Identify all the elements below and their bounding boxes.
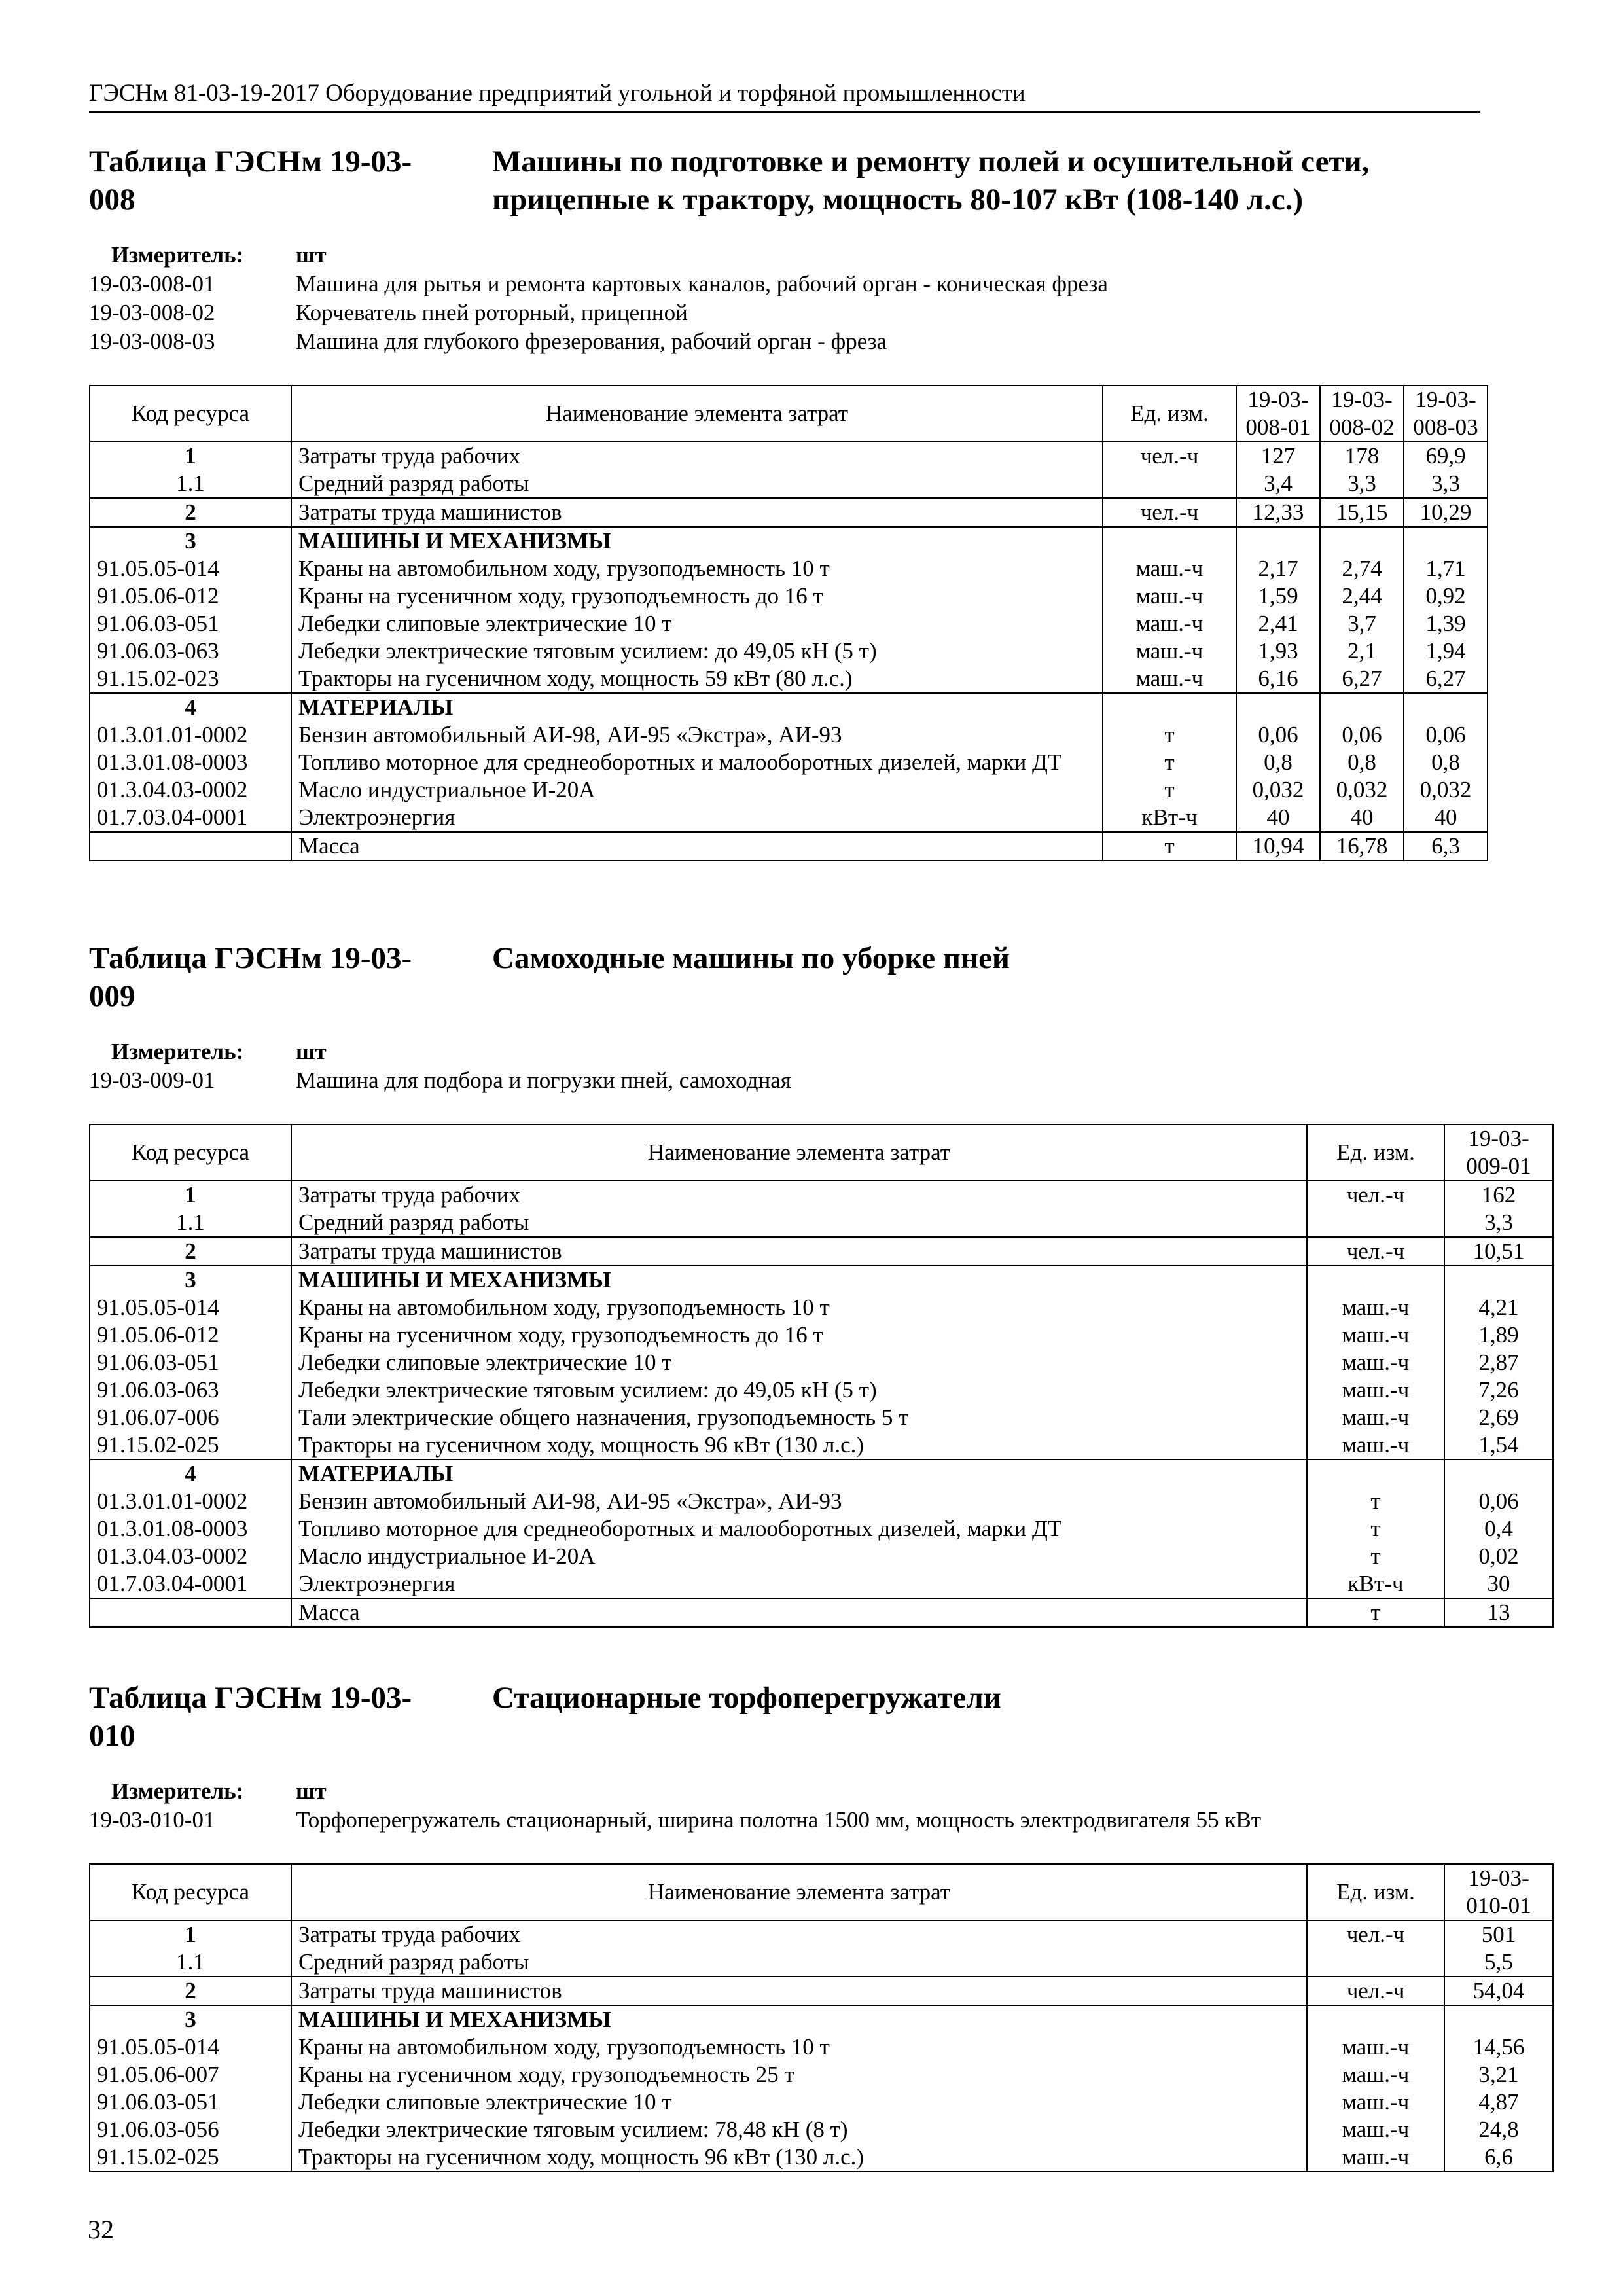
cell-code: 91.15.02-025 <box>90 2144 291 2172</box>
table-row <box>90 1570 1553 1598</box>
header-code: Код ресурса <box>90 1864 291 1920</box>
cell-value <box>1320 693 1404 721</box>
cell-code: 91.06.03-056 <box>90 2116 291 2144</box>
table-row <box>90 2061 1553 2089</box>
cell-code <box>90 832 291 861</box>
cell-name: Электроэнергия <box>291 804 1103 832</box>
table-row <box>90 1543 1553 1570</box>
header-code: Код ресурса <box>90 386 291 442</box>
section-title <box>89 1679 1487 1770</box>
cell-value: 40 <box>1404 804 1488 832</box>
cell-name: Лебедки электрические тяговым усилием: 78,48 кН (8 т) <box>291 2116 1307 2144</box>
cell-value: 178 <box>1320 442 1404 470</box>
table-row <box>90 776 1488 804</box>
cell-value: 16,78 <box>1320 832 1404 861</box>
cell-unit: маш.-ч <box>1307 2089 1444 2116</box>
meter-label: Измеритель: <box>111 1039 244 1064</box>
table-row <box>90 637 1488 665</box>
table-row <box>90 555 1488 583</box>
cell-name: Средний разряд работы <box>291 1209 1307 1237</box>
header-value: 19-03-010-01 <box>1444 1864 1553 1920</box>
cell-value: 40 <box>1236 804 1320 832</box>
cell-value: 30 <box>1444 1570 1553 1598</box>
cell-name: Краны на автомобильном ходу, грузоподъемность 10 т <box>291 1294 1307 1321</box>
cell-value: 2,41 <box>1236 610 1320 637</box>
meter-block <box>89 241 1487 356</box>
cell-name: Краны на гусеничном ходу, грузоподъемность 25 т <box>291 2061 1307 2089</box>
cell-unit: кВт-ч <box>1307 1570 1444 1598</box>
table-row <box>90 665 1488 693</box>
cell-value: 501 <box>1444 1920 1553 1948</box>
section-19-03-008 <box>89 143 1487 861</box>
table-number: Таблица ГЭСНм 19-03-009 <box>89 941 412 1013</box>
cell-unit: маш.-ч <box>1307 2061 1444 2089</box>
cell-name: Масло индустриальное И-20А <box>291 1543 1307 1570</box>
table-number: Таблица ГЭСНм 19-03-008 <box>89 145 412 217</box>
table-body <box>90 442 1488 861</box>
cell-unit <box>1307 1460 1444 1488</box>
table-row <box>90 1598 1553 1627</box>
cell-unit <box>1103 470 1236 498</box>
cell-unit: маш.-ч <box>1103 555 1236 583</box>
cell-value: 0,92 <box>1404 583 1488 610</box>
cell-name: Бензин автомобильный АИ-98, АИ-95 «Экстра», АИ-93 <box>291 1488 1307 1515</box>
cell-unit: т <box>1307 1515 1444 1543</box>
cell-value: 2,74 <box>1320 555 1404 583</box>
cell-code: 3 <box>90 2005 291 2034</box>
cell-unit: т <box>1307 1543 1444 1570</box>
cell-value <box>1404 527 1488 555</box>
header-name: Наименование элемента затрат <box>291 386 1103 442</box>
table-row <box>90 832 1488 861</box>
header-value: 19-03-009-01 <box>1444 1124 1553 1181</box>
cell-value: 4,21 <box>1444 1294 1553 1321</box>
cell-value: 5,5 <box>1444 1948 1553 1977</box>
cell-unit: чел.-ч <box>1103 442 1236 470</box>
cell-value: 7,26 <box>1444 1376 1553 1404</box>
table-title: Машины по подготовке и ремонту полей и осушительной сети, прицепные к трактору, мощность 80-107 кВт (108-140 л.с.) <box>492 145 1370 217</box>
header-code: Код ресурса <box>90 1124 291 1181</box>
cell-value: 2,17 <box>1236 555 1320 583</box>
cell-value: 3,21 <box>1444 2061 1553 2089</box>
cell-name: Масло индустриальное И-20А <box>291 776 1103 804</box>
cell-name: Электроэнергия <box>291 1570 1307 1598</box>
cell-value: 0,8 <box>1236 749 1320 776</box>
item-code: 19-03-009-01 <box>89 1067 215 1093</box>
cell-code: 01.3.04.03-0002 <box>90 1543 291 1570</box>
cell-code: 1.1 <box>90 1209 291 1237</box>
table-row <box>90 527 1488 555</box>
cell-code: 91.06.03-063 <box>90 1376 291 1404</box>
cell-code: 91.15.02-023 <box>90 665 291 693</box>
cell-code: 01.3.04.03-0002 <box>90 776 291 804</box>
cell-unit: маш.-ч <box>1103 665 1236 693</box>
cell-value <box>1444 1266 1553 1294</box>
table-row <box>90 1515 1553 1543</box>
table-row <box>90 1460 1553 1488</box>
table-row <box>90 2116 1553 2144</box>
header-name: Наименование элемента затрат <box>291 1864 1307 1920</box>
cell-unit: т <box>1103 776 1236 804</box>
table-row <box>90 2144 1553 2172</box>
cell-name: МАТЕРИАЛЫ <box>291 693 1103 721</box>
cell-value: 0,032 <box>1236 776 1320 804</box>
cell-value: 10,51 <box>1444 1237 1553 1266</box>
cell-unit <box>1307 1948 1444 1977</box>
cell-code: 91.06.07-006 <box>90 1404 291 1431</box>
cell-unit: маш.-ч <box>1307 1294 1444 1321</box>
cell-name: Краны на гусеничном ходу, грузоподъемность до 16 т <box>291 1321 1307 1349</box>
cell-code: 91.05.05-014 <box>90 555 291 583</box>
cell-value: 162 <box>1444 1181 1553 1209</box>
cell-value: 0,032 <box>1320 776 1404 804</box>
table-row <box>90 2034 1553 2061</box>
cell-code: 3 <box>90 527 291 555</box>
cell-value: 54,04 <box>1444 1977 1553 2005</box>
item-code: 19-03-008-01 <box>89 271 215 296</box>
cell-value: 6,27 <box>1404 665 1488 693</box>
header-value: 19-03-008-01 <box>1236 386 1320 442</box>
cell-value: 0,06 <box>1404 721 1488 749</box>
resource-table <box>89 385 1488 861</box>
cell-name: Лебедки слиповые электрические 10 т <box>291 2089 1307 2116</box>
cell-code: 91.05.06-007 <box>90 2061 291 2089</box>
cell-code: 01.7.03.04-0001 <box>90 1570 291 1598</box>
table-row <box>90 1977 1553 2005</box>
cell-code: 1.1 <box>90 1948 291 1977</box>
header-unit: Ед. изм. <box>1307 1124 1444 1181</box>
table-row <box>90 1349 1553 1376</box>
page-header: ГЭСНм 81-03-19-2017 Оборудование предприятий угольной и торфяной промышленности <box>89 79 1480 113</box>
cell-value: 0,4 <box>1444 1515 1553 1543</box>
cell-name: Тракторы на гусеничном ходу, мощность 96 кВт (130 л.с.) <box>291 2144 1307 2172</box>
table-row <box>90 442 1488 470</box>
meter-block <box>89 1037 1487 1095</box>
header-unit: Ед. изм. <box>1103 386 1236 442</box>
item-code: 19-03-010-01 <box>89 1807 215 1833</box>
cell-value <box>1444 1460 1553 1488</box>
cell-value: 0,032 <box>1404 776 1488 804</box>
cell-code: 1 <box>90 1920 291 1948</box>
table-row <box>90 1404 1553 1431</box>
table-header-row <box>90 1864 1553 1920</box>
cell-value: 0,02 <box>1444 1543 1553 1570</box>
cell-value: 1,93 <box>1236 637 1320 665</box>
cell-code: 1.1 <box>90 470 291 498</box>
cell-value: 3,3 <box>1320 470 1404 498</box>
section-19-03-010 <box>89 1679 1531 2172</box>
cell-value: 0,8 <box>1404 749 1488 776</box>
cell-code: 91.05.06-012 <box>90 583 291 610</box>
cell-value: 15,15 <box>1320 498 1404 527</box>
table-row <box>90 749 1488 776</box>
cell-name: Масса <box>291 832 1103 861</box>
cell-code: 2 <box>90 498 291 527</box>
cell-unit: т <box>1307 1598 1444 1627</box>
cell-name: МАШИНЫ И МЕХАНИЗМЫ <box>291 527 1103 555</box>
table-row <box>90 804 1488 832</box>
cell-name: Затраты труда рабочих <box>291 442 1103 470</box>
item-text: Машина для подбора и погрузки пней, самоходная <box>296 1067 791 1093</box>
table-number: Таблица ГЭСНм 19-03-010 <box>89 1681 412 1753</box>
cell-unit <box>1307 1209 1444 1237</box>
cell-unit: маш.-ч <box>1307 2034 1444 2061</box>
table-body <box>90 1181 1553 1627</box>
cell-code: 91.06.03-051 <box>90 610 291 637</box>
table-body <box>90 1920 1553 2172</box>
cell-code: 91.06.03-051 <box>90 1349 291 1376</box>
cell-code: 01.3.01.08-0003 <box>90 749 291 776</box>
cell-code: 01.3.01.08-0003 <box>90 1515 291 1543</box>
cell-value: 2,87 <box>1444 1349 1553 1376</box>
cell-name: Масса <box>291 1598 1307 1627</box>
cell-code: 91.05.05-014 <box>90 2034 291 2061</box>
cell-value: 6,27 <box>1320 665 1404 693</box>
table-title: Самоходные машины по уборке пней <box>492 941 1010 975</box>
cell-name: Затраты труда рабочих <box>291 1181 1307 1209</box>
cell-value: 14,56 <box>1444 2034 1553 2061</box>
cell-unit: маш.-ч <box>1103 637 1236 665</box>
cell-code: 2 <box>90 1977 291 2005</box>
cell-unit: маш.-ч <box>1307 1321 1444 1349</box>
table-row <box>90 498 1488 527</box>
cell-unit: чел.-ч <box>1307 1920 1444 1948</box>
table-row <box>90 2005 1553 2034</box>
meter-unit: шт <box>296 242 327 268</box>
section-title <box>89 143 1487 234</box>
cell-value <box>1444 2005 1553 2034</box>
table-row <box>90 2089 1553 2116</box>
cell-value: 1,89 <box>1444 1321 1553 1349</box>
cell-unit <box>1103 693 1236 721</box>
table-row <box>90 1376 1553 1404</box>
cell-value <box>1236 693 1320 721</box>
cell-value: 12,33 <box>1236 498 1320 527</box>
table-row <box>90 1948 1553 1977</box>
cell-code: 01.3.01.01-0002 <box>90 1488 291 1515</box>
cell-value <box>1404 693 1488 721</box>
table-row <box>90 721 1488 749</box>
cell-value: 6,16 <box>1236 665 1320 693</box>
item-code: 19-03-008-02 <box>89 300 215 325</box>
resource-table <box>89 1124 1554 1628</box>
cell-value: 0,06 <box>1444 1488 1553 1515</box>
cell-value <box>1236 527 1320 555</box>
cell-unit: т <box>1103 832 1236 861</box>
cell-unit: т <box>1103 749 1236 776</box>
cell-unit: чел.-ч <box>1307 1237 1444 1266</box>
page-number: 32 <box>88 2215 114 2244</box>
cell-code: 2 <box>90 1237 291 1266</box>
cell-value <box>1320 527 1404 555</box>
cell-name: Бензин автомобильный АИ-98, АИ-95 «Экстра», АИ-93 <box>291 721 1103 749</box>
cell-value: 6,3 <box>1404 832 1488 861</box>
item-code: 19-03-008-03 <box>89 329 215 354</box>
cell-value: 0,8 <box>1320 749 1404 776</box>
cell-value: 24,8 <box>1444 2116 1553 2144</box>
meter-unit: шт <box>296 1778 327 1804</box>
table-row <box>90 1431 1553 1460</box>
cell-unit: кВт-ч <box>1103 804 1236 832</box>
cell-name: Затраты труда рабочих <box>291 1920 1307 1948</box>
table-row <box>90 1209 1553 1237</box>
cell-unit: маш.-ч <box>1307 2144 1444 2172</box>
header-value: 19-03-008-03 <box>1404 386 1488 442</box>
resource-table <box>89 1863 1554 2172</box>
table-row <box>90 1181 1553 1209</box>
cell-value: 1,94 <box>1404 637 1488 665</box>
cell-code <box>90 1598 291 1627</box>
cell-value: 3,3 <box>1404 470 1488 498</box>
cell-name: Топливо моторное для среднеоборотных и малооборотных дизелей, марки ДТ <box>291 749 1103 776</box>
cell-unit: чел.-ч <box>1103 498 1236 527</box>
table-row <box>90 1920 1553 1948</box>
cell-code: 01.7.03.04-0001 <box>90 804 291 832</box>
cell-code: 01.3.01.01-0002 <box>90 721 291 749</box>
cell-name: Лебедки электрические тяговым усилием: до 49,05 кН (5 т) <box>291 1376 1307 1404</box>
cell-code: 4 <box>90 693 291 721</box>
cell-value: 4,87 <box>1444 2089 1553 2116</box>
cell-name: Тракторы на гусеничном ходу, мощность 96 кВт (130 л.с.) <box>291 1431 1307 1460</box>
cell-unit: т <box>1103 721 1236 749</box>
cell-unit <box>1307 1266 1444 1294</box>
cell-value: 3,7 <box>1320 610 1404 637</box>
cell-value: 0,06 <box>1236 721 1320 749</box>
cell-name: Лебедки слиповые электрические 10 т <box>291 610 1103 637</box>
cell-value: 2,44 <box>1320 583 1404 610</box>
table-row <box>90 1321 1553 1349</box>
cell-unit: маш.-ч <box>1103 583 1236 610</box>
cell-name: Краны на автомобильном ходу, грузоподъемность 10 т <box>291 2034 1307 2061</box>
meter-block <box>89 1777 1487 1835</box>
meter-unit: шт <box>296 1039 327 1064</box>
cell-name: Краны на гусеничном ходу, грузоподъемность до 16 т <box>291 583 1103 610</box>
meter-label: Измеритель: <box>111 242 244 268</box>
cell-code: 91.06.03-063 <box>90 637 291 665</box>
cell-name: Топливо моторное для среднеоборотных и малооборотных дизелей, марки ДТ <box>291 1515 1307 1543</box>
cell-name: Затраты труда машинистов <box>291 1237 1307 1266</box>
table-row <box>90 1294 1553 1321</box>
cell-name: Затраты труда машинистов <box>291 498 1103 527</box>
cell-unit: т <box>1307 1488 1444 1515</box>
cell-value: 3,4 <box>1236 470 1320 498</box>
cell-unit: чел.-ч <box>1307 1181 1444 1209</box>
cell-code: 3 <box>90 1266 291 1294</box>
cell-unit <box>1307 2005 1444 2034</box>
cell-value: 2,69 <box>1444 1404 1553 1431</box>
table-title: Стационарные торфоперегружатели <box>492 1681 1001 1715</box>
cell-unit <box>1103 527 1236 555</box>
cell-value: 40 <box>1320 804 1404 832</box>
cell-name: МАШИНЫ И МЕХАНИЗМЫ <box>291 1266 1307 1294</box>
table-header-row <box>90 1124 1553 1181</box>
item-text: Корчеватель пней роторный, прицепной <box>296 300 688 325</box>
header-name: Наименование элемента затрат <box>291 1124 1307 1181</box>
cell-value: 13 <box>1444 1598 1553 1627</box>
section-19-03-009 <box>89 939 1531 1628</box>
cell-unit: маш.-ч <box>1307 1376 1444 1404</box>
cell-name: Средний разряд работы <box>291 1948 1307 1977</box>
cell-name: Тракторы на гусеничном ходу, мощность 59 кВт (80 л.с.) <box>291 665 1103 693</box>
table-row <box>90 610 1488 637</box>
header-value: 19-03-008-02 <box>1320 386 1404 442</box>
cell-code: 91.15.02-025 <box>90 1431 291 1460</box>
meter-label: Измеритель: <box>111 1778 244 1804</box>
cell-name: Лебедки слиповые электрические 10 т <box>291 1349 1307 1376</box>
cell-value: 10,94 <box>1236 832 1320 861</box>
cell-code: 91.05.05-014 <box>90 1294 291 1321</box>
cell-unit: маш.-ч <box>1307 1431 1444 1460</box>
cell-code: 91.06.03-051 <box>90 2089 291 2116</box>
table-header-row <box>90 386 1488 442</box>
cell-name: МАТЕРИАЛЫ <box>291 1460 1307 1488</box>
cell-code: 4 <box>90 1460 291 1488</box>
section-title <box>89 939 1487 1031</box>
table-row <box>90 470 1488 498</box>
cell-unit: маш.-ч <box>1103 610 1236 637</box>
cell-name: Краны на автомобильном ходу, грузоподъемность 10 т <box>291 555 1103 583</box>
cell-unit: маш.-ч <box>1307 1404 1444 1431</box>
item-text: Торфоперегружатель стационарный, ширина полотна 1500 мм, мощность электродвигателя 55 кВт <box>296 1807 1262 1833</box>
cell-code: 1 <box>90 1181 291 1209</box>
cell-value: 1,59 <box>1236 583 1320 610</box>
cell-value: 2,1 <box>1320 637 1404 665</box>
cell-name: МАШИНЫ И МЕХАНИЗМЫ <box>291 2005 1307 2034</box>
cell-value: 10,29 <box>1404 498 1488 527</box>
cell-value: 3,3 <box>1444 1209 1553 1237</box>
item-text: Машина для рытья и ремонта картовых каналов, рабочий орган - коническая фреза <box>296 271 1108 296</box>
cell-value: 6,6 <box>1444 2144 1553 2172</box>
cell-name: Тали электрические общего назначения, грузоподъемность 5 т <box>291 1404 1307 1431</box>
cell-unit: маш.-ч <box>1307 1349 1444 1376</box>
cell-code: 91.05.06-012 <box>90 1321 291 1349</box>
cell-code: 1 <box>90 442 291 470</box>
item-text: Машина для глубокого фрезерования, рабочий орган - фреза <box>296 329 887 354</box>
cell-value: 1,71 <box>1404 555 1488 583</box>
table-row <box>90 583 1488 610</box>
header-unit: Ед. изм. <box>1307 1864 1444 1920</box>
table-row <box>90 1266 1553 1294</box>
cell-value: 0,06 <box>1320 721 1404 749</box>
cell-value: 1,39 <box>1404 610 1488 637</box>
table-row <box>90 1237 1553 1266</box>
cell-unit: маш.-ч <box>1307 2116 1444 2144</box>
table-row <box>90 693 1488 721</box>
cell-unit: чел.-ч <box>1307 1977 1444 2005</box>
cell-name: Затраты труда машинистов <box>291 1977 1307 2005</box>
table-row <box>90 1488 1553 1515</box>
cell-value: 1,54 <box>1444 1431 1553 1460</box>
cell-name: Средний разряд работы <box>291 470 1103 498</box>
cell-value: 127 <box>1236 442 1320 470</box>
cell-name: Лебедки электрические тяговым усилием: до 49,05 кН (5 т) <box>291 637 1103 665</box>
cell-value: 69,9 <box>1404 442 1488 470</box>
